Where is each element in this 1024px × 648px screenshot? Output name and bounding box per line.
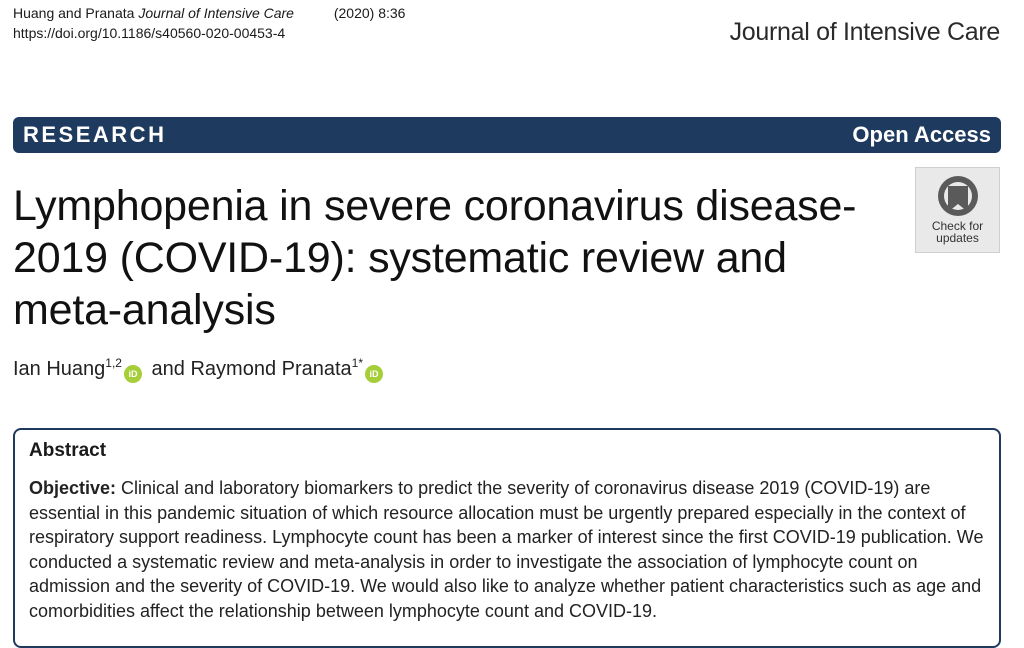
author-name[interactable]: Ian Huang — [13, 358, 106, 380]
citation-volume: (2020) 8:36 — [333, 5, 406, 21]
citation-journal: Journal of Intensive Care — [138, 5, 294, 21]
check-for-updates-button[interactable] — [915, 167, 1000, 253]
objective-text: Clinical and laboratory biomarkers to predict the severity of coronavirus disease 2019 (COVID-19) are essential in this pandemic situation of which resource allocation must be urgently prepared especially in the context of respiratory support readiness. Lymphocyte count has been a marker of interest since the first COVID-19 publication. We conducted a systematic review and meta-analysis in order to investigate the association of lymphocyte count on admission and the severity of COVID-19. We would also like to analyze whether patient characteristics such as age and comorbidities affect the relationship between lymphocyte count and COVID-19. — [29, 478, 984, 621]
article-title: Lymphopenia in severe coronavirus disease-2019 (COVID-19): systematic review and meta-analysis — [13, 182, 857, 334]
open-access-label: Open Access — [852, 122, 991, 147]
objective-label: Objective: — [29, 478, 117, 498]
author-affiliation: 1* — [351, 356, 364, 370]
author-list — [13, 356, 387, 383]
abstract-box — [13, 428, 1001, 648]
citation-line — [13, 3, 405, 23]
journal-logo: Journal of Intensive Care — [729, 18, 1000, 46]
orcid-icon[interactable]: iD — [124, 365, 142, 383]
article-type-label: RESEARCH — [23, 122, 167, 147]
citation-authors: Huang and Pranata — [13, 5, 135, 21]
crossmark-icon — [934, 174, 982, 218]
author-name[interactable]: and Raymond Pranata — [145, 358, 352, 380]
author-affiliation: 1,2 — [105, 356, 122, 370]
check-updates-line2: updates — [936, 231, 979, 245]
article-type-banner — [13, 117, 1001, 153]
abstract-objective — [29, 476, 985, 624]
check-updates-text — [932, 220, 983, 244]
orcid-icon[interactable]: iD — [365, 365, 383, 383]
abstract-heading: Abstract — [29, 440, 107, 461]
check-updates-line1: Check for — [931, 219, 984, 233]
citation-block — [13, 3, 405, 43]
doi-link[interactable]: https://doi.org/10.1186/s40560-020-00453-4 — [13, 25, 286, 41]
